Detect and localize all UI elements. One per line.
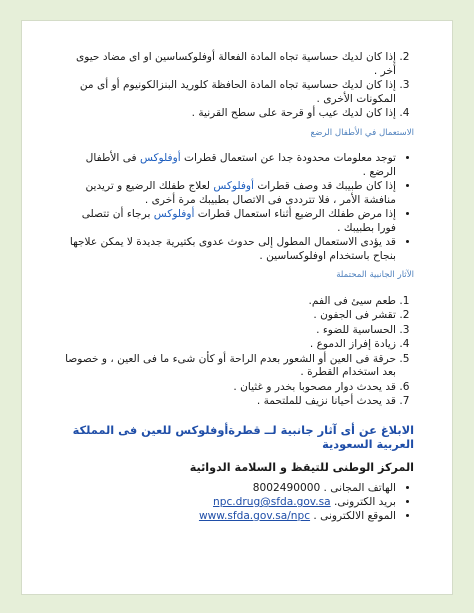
side-effects-heading: الآثار الجانبية المحتملة	[336, 270, 414, 280]
email-link[interactable]: npc.drug@sfda.gov.sa	[213, 496, 331, 508]
list-item: 4. إذا كان لديك عيب أو قرحة على سطح القرنية .	[62, 107, 396, 121]
list-item: 5. حرقة فى العين أو الشعور بعدم الراحة أو كأن شىء ما فى العين ، و خصوصا بعد استخدام القطرة .	[62, 353, 396, 380]
text-run: إذا مرض طفلك الرضيع أثناء استعمال قطرات	[194, 208, 396, 220]
product-name: أوفلوكس	[140, 152, 181, 164]
website-item	[62, 510, 396, 523]
phone-number: 8002490000	[252, 482, 321, 494]
email-label: بريد الكترونى.	[330, 496, 396, 508]
leaflet-content	[62, 51, 414, 524]
email-item	[62, 496, 396, 509]
list-item	[62, 208, 396, 235]
list-item	[62, 152, 396, 179]
text-run: برجاء أن تتصلى فورا بطبيبك .	[81, 208, 396, 234]
product-name: أوفلوكس	[213, 180, 254, 192]
list-item: 1. طعم سيئ فى الفم.	[62, 295, 396, 309]
pharmacovigilance-center-title: المركز الوطنى للتيقظ و السلامة الدوائية	[189, 460, 414, 474]
website-label: الموقع الالكترونى .	[310, 510, 396, 522]
text-run: إذا كان طبيبك قد وصف قطرات	[253, 180, 396, 192]
list-item: 4. زيادة إفراز الدموع .	[62, 338, 396, 352]
website-link[interactable]: www.sfda.gov.sa/npc	[198, 510, 311, 522]
list-item	[62, 236, 396, 263]
product-name: أوفلوكس	[153, 208, 195, 220]
list-item	[62, 180, 396, 207]
list-item: 3. الحساسية للضوء .	[62, 324, 396, 338]
text-run: قد يؤدى الاستعمال المطول إلى حدوث عدوى بكتيرية جديدة لا يمكن علاجها بنجاح باستخدام اوفلوكساسين .	[69, 236, 396, 262]
contraindications-list	[62, 51, 414, 121]
list-item: 3. إذا كان لديك حساسية تجاه المادة الحافظة كلوريد البنزالكونيوم أو أى من المكونات الأخرى .	[62, 79, 396, 106]
text-run: فى الأطفال الرضع .	[85, 152, 396, 178]
children-use-list	[62, 152, 414, 263]
list-item: 2. إذا كان لديك حساسية تجاه المادة الفعالة أوفلوكساسين او اى مضاد حيوى أخر .	[62, 51, 396, 78]
phone-item	[62, 482, 396, 495]
children-use-heading: الاستعمال في الأطفال الرضع	[310, 127, 414, 138]
list-item: 7. قد يحدث أحيانا نزيف للملتحمة .	[62, 395, 396, 409]
report-title: الابلاغ عن أى آثار جانبية لــ قطرةأوفلوكس للعين فى المملكة العربية السعودية	[72, 422, 414, 451]
side-effects-list	[62, 295, 414, 409]
text-run: توجد معلومات محدودة جدا عن استعمال قطرات	[180, 152, 396, 164]
contact-list	[62, 482, 414, 523]
text-run: لعلاج طفلك الرضيع و تريدين منافشة الأمر ، فلا تترددى فى الاتصال بطبيبك مرة أخرى .	[85, 180, 396, 206]
phone-label: الهاتف المجانى .	[320, 482, 396, 494]
document-page	[21, 20, 453, 595]
list-item: 6. قد يحدث دوار مصحوبا بخدر و غثيان .	[62, 381, 396, 395]
list-item: 2. تقشر فى الجفون .	[62, 309, 396, 323]
